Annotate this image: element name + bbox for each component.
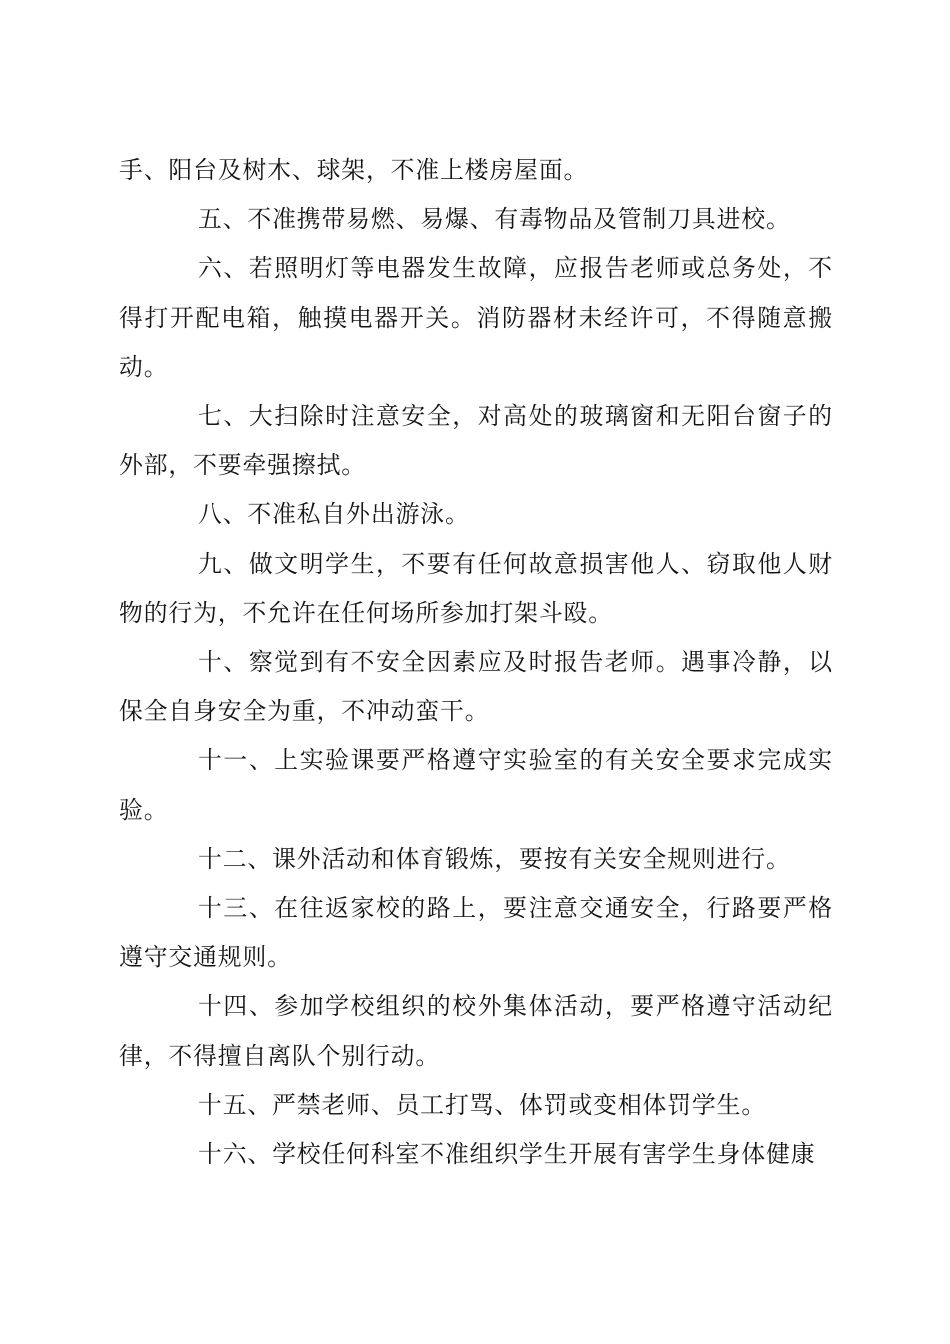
paragraph-continued: 手、阳台及树木、球架，不准上楼房屋面。: [119, 156, 589, 184]
paragraph-rule-7: 七、大扫除时注意安全，对高处的玻璃窗和无阳台窗子的外部，不要牵强擦拭。: [119, 402, 833, 480]
paragraph-rule-8: 八、不准私自外出游泳。: [198, 500, 470, 529]
document-body: [119, 146, 833, 1179]
paragraph-rule-10: 十、察觉到有不安全因素应及时报告老师。遇事冷静，以保全自身安全为重，不冲动蛮干。: [119, 648, 833, 726]
paragraph-rule-14: 十四、参加学校组织的校外集体活动，要严格遵守活动纪律，不得擅自离队个别行动。: [119, 992, 833, 1070]
paragraph-rule-5: 五、不准携带易燃、易爆、有毒物品及管制刀具进校。: [198, 205, 791, 234]
paragraph-rule-9: 九、做文明学生，不要有任何故意损害他人、窃取他人财物的行为，不允许在任何场所参加打架斗殴。: [119, 549, 833, 627]
paragraph-rule-15: 十五、严禁老师、员工打骂、体罚或变相体罚学生。: [198, 1090, 767, 1119]
paragraph-rule-12: 十二、课外活动和体育锻炼，要按有关安全规则进行。: [198, 844, 791, 873]
paragraph-rule-6: 六、若照明灯等电器发生故障，应报告老师或总务处，不得打开配电箱，触摸电器开关。消防器材未经许可，不得随意搬动。: [119, 254, 833, 381]
paragraph-rule-11: 十一、上实验课要严格遵守实验室的有关安全要求完成实验。: [119, 746, 833, 824]
paragraph-rule-16: 十六、学校任何科室不准组织学生开展有害学生身体健康: [198, 1140, 816, 1169]
paragraph-rule-13: 十三、在往返家校的路上，要注意交通安全，行路要严格遵守交通规则。: [119, 894, 833, 972]
